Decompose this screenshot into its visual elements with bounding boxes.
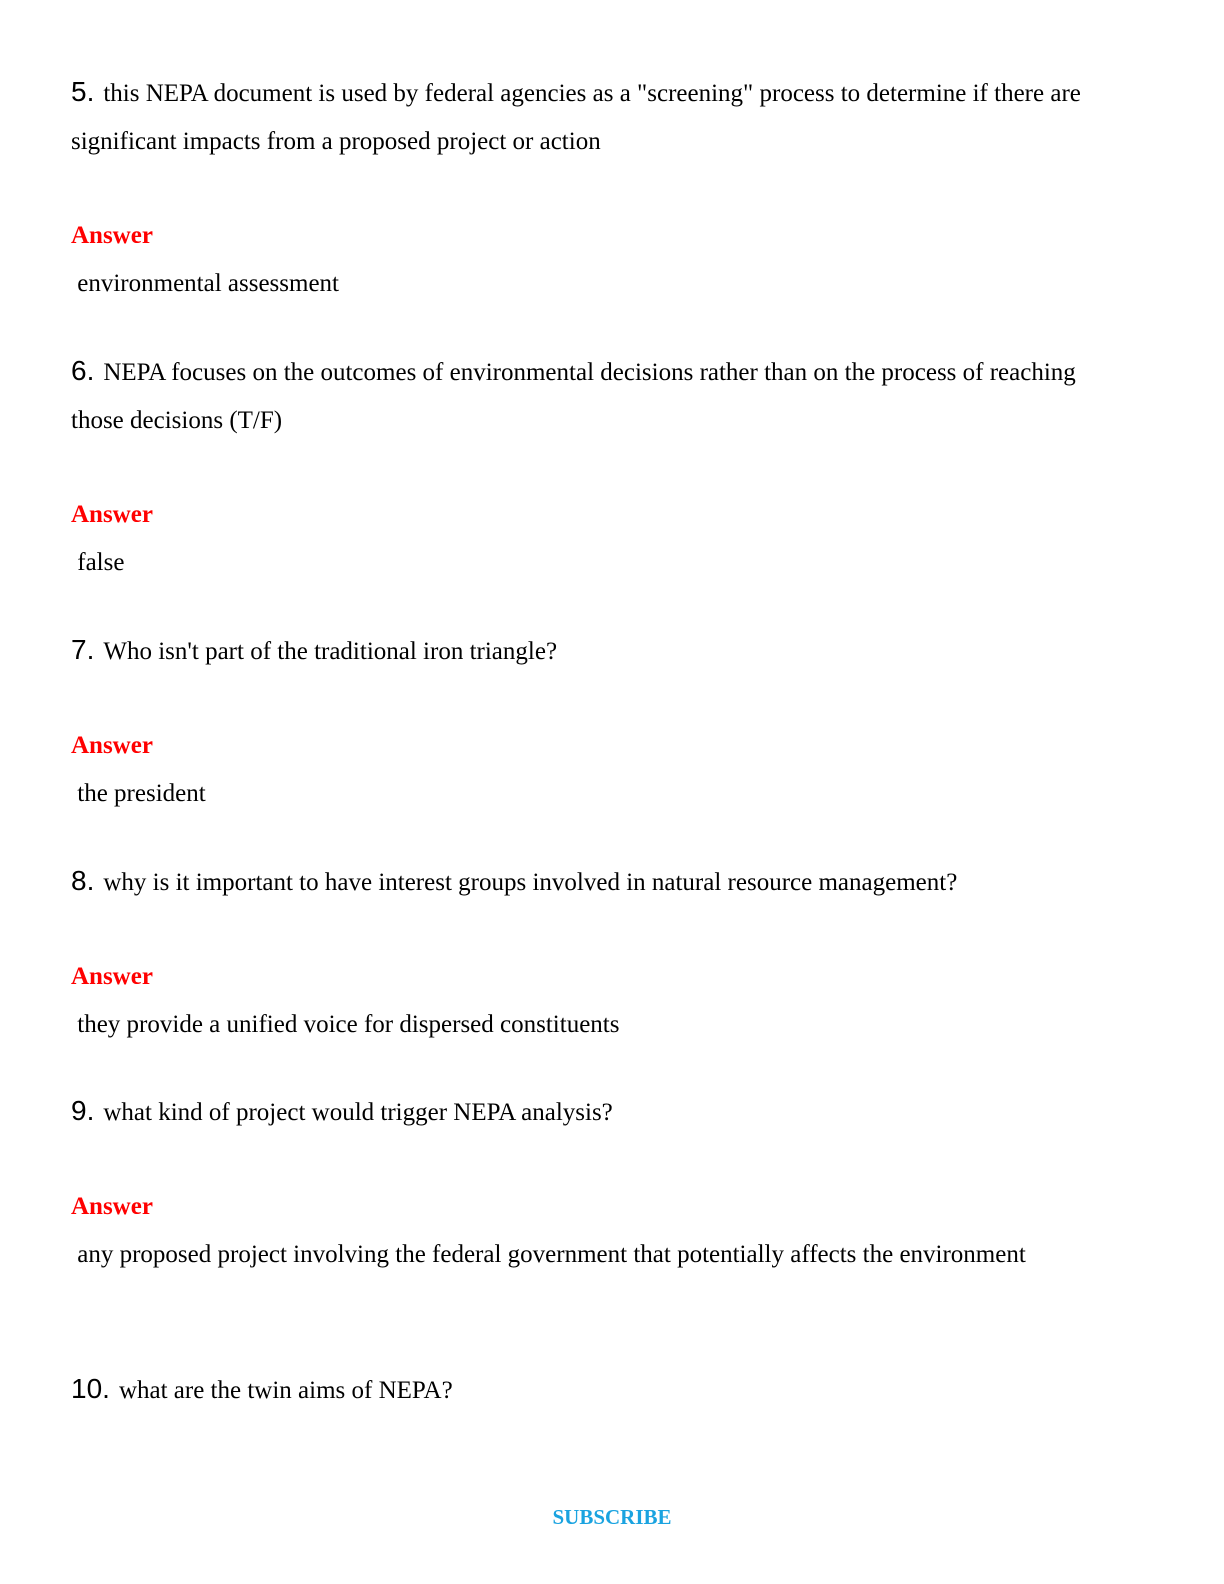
question-block-7: [71, 626, 1131, 818]
question-text: why is it important to have interest groups involved in natural resource management?: [103, 869, 958, 896]
question-text: what are the twin aims of NEPA?: [118, 1377, 453, 1404]
subscribe-link[interactable]: SUBSCRIBE: [552, 1505, 672, 1529]
question-text: what kind of project would trigger NEPA analysis?: [103, 1099, 613, 1126]
question: [71, 68, 1131, 166]
question: [71, 347, 1131, 445]
question-number: 10.: [71, 1373, 110, 1404]
question-number: 8.: [71, 865, 95, 896]
question-block-10: [71, 1365, 1131, 1415]
question-block-9: [71, 1087, 1131, 1279]
answer-text: any proposed project involving the federal government that potentially affects the environment: [71, 1241, 1026, 1268]
answer-text: environmental assessment: [71, 270, 339, 297]
question: [71, 857, 1131, 907]
question: [71, 1365, 1131, 1415]
question-block-5: [71, 68, 1131, 308]
question-block-8: [71, 857, 1131, 1049]
answer-label: Answer: [71, 222, 153, 249]
question-block-6: [71, 347, 1131, 587]
answer-label: Answer: [71, 732, 153, 759]
question: [71, 626, 1131, 676]
question-text: NEPA focuses on the outcomes of environmental decisions rather than on the process of reaching those decisions (T/F): [71, 359, 1076, 434]
answer-text: the president: [71, 780, 206, 807]
question-number: 9.: [71, 1095, 95, 1126]
question-number: 7.: [71, 634, 95, 665]
answer-text: they provide a unified voice for dispersed constituents: [71, 1011, 620, 1038]
question-number: 6.: [71, 355, 95, 386]
answer-label: Answer: [71, 501, 153, 528]
question-number: 5.: [71, 76, 95, 107]
question-text: this NEPA document is used by federal agencies as a "screening" process to determine if there are significant impacts from a proposed project or action: [71, 80, 1081, 155]
answer-label: Answer: [71, 963, 153, 990]
answer-label: Answer: [71, 1193, 153, 1220]
question-text: Who isn't part of the traditional iron triangle?: [103, 638, 558, 665]
answer-text: false: [71, 549, 125, 576]
question: [71, 1087, 1131, 1137]
